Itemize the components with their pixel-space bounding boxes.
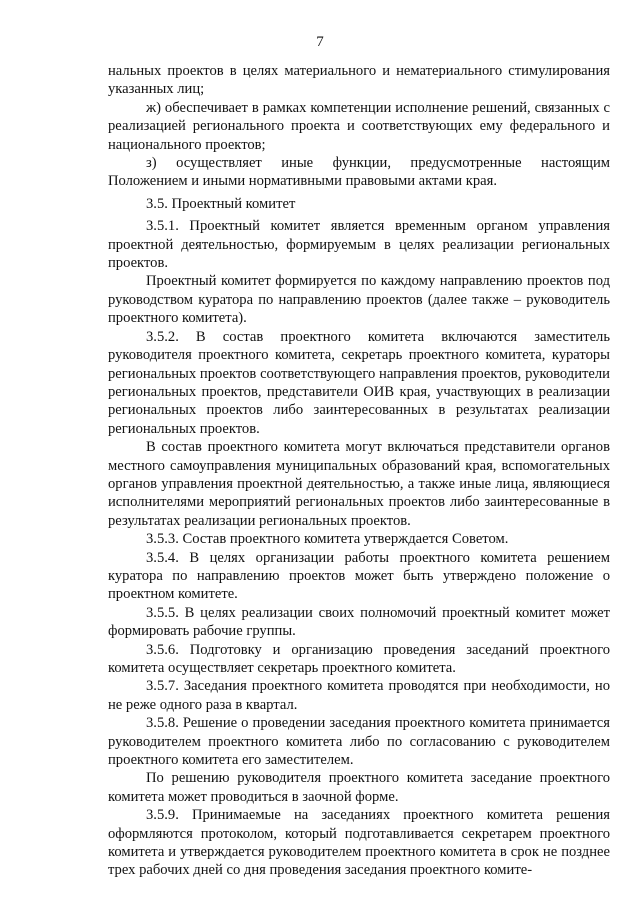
paragraph-3-5-6: 3.5.6. Подготовку и организацию проведения заседаний проектного комитета осуществляет секретарь проектного комитета. [108, 641, 610, 676]
section-heading-3-5: 3.5. Проектный комитет [146, 195, 296, 212]
paragraph-item-zh: ж) обеспечивает в рамках компетенции исполнение решений, связанных с реализацией регионального проекта и соответствующих ему федерального и национального проектов; [108, 99, 610, 153]
paragraph-continuation: нальных проектов в целях материального и нематериального стимулирования указанных лиц; [108, 63, 610, 98]
paragraph-3-5-1: 3.5.1. Проектный комитет является временным органом управления проектной деятельностью, формируемым в целях реализации региональных проектов. [108, 218, 610, 272]
paragraph-3-5-8: 3.5.8. Решение о проведении заседания проектного комитета принимается руководителем проектного комитета либо по согласованию с руководителем проектного комитета его заместителем. [108, 715, 610, 769]
paragraph-3-5-3: 3.5.3. Состав проектного комитета утверждается Советом. [146, 531, 509, 548]
paragraph-3-5-1-cont: Проектный комитет формируется по каждому направлению проектов под руководством куратора по направлению проектов (далее также – руководитель проектного комитета). [108, 273, 610, 327]
paragraph-3-5-4: 3.5.4. В целях организации работы проектного комитета решением куратора по направлению проектов может быть утверждено положение о проектном комитете. [108, 549, 610, 603]
paragraph-3-5-8-cont: По решению руководителя проектного комитета заседание проектного комитета может проводиться в заочной форме. [108, 770, 610, 805]
paragraph-3-5-2-cont: В состав проектного комитета могут включаться представители органов местного самоуправления муниципальных образований края, вспомогательных органов управления проектной деятельностью, а также иные лица, являющиеся исполнителями мероприятий региональных проектов либо заинтересованные в результатах реализации региональных проектов. [108, 439, 610, 529]
paragraph-3-5-9: 3.5.9. Принимаемые на заседаниях проектного комитета решения оформляются протоколом, который подготавливается секретарем проектного комитета и утверждается руководителем проектного комитета в срок не позднее трех рабочих дней со дня проведения заседания проектного комите- [108, 807, 610, 879]
paragraph-item-z: з) осуществляет иные функции, предусмотренные настоящим Положением и иными нормативными правовыми актами края. [108, 155, 610, 190]
document-body [108, 62, 610, 880]
paragraph-3-5-2: 3.5.2. В состав проектного комитета включаются заместитель руководителя проектного комитета, секретарь проектного комитета, кураторы региональных проектов соответствующего направления проектов, руководители региональных проектов, представители ОИВ края, участвующих в реализации региональных проектов либо заинтересованных в результатах реализации региональных проектов. [108, 328, 610, 437]
paragraph-3-5-5: 3.5.5. В целях реализации своих полномочий проектный комитет может формировать рабочие группы. [108, 604, 610, 640]
paragraph-3-5-7: 3.5.7. Заседания проектного комитета проводятся при необходимости, но не реже одного раза в квартал. [108, 678, 610, 713]
page-number: 7 [316, 34, 324, 50]
